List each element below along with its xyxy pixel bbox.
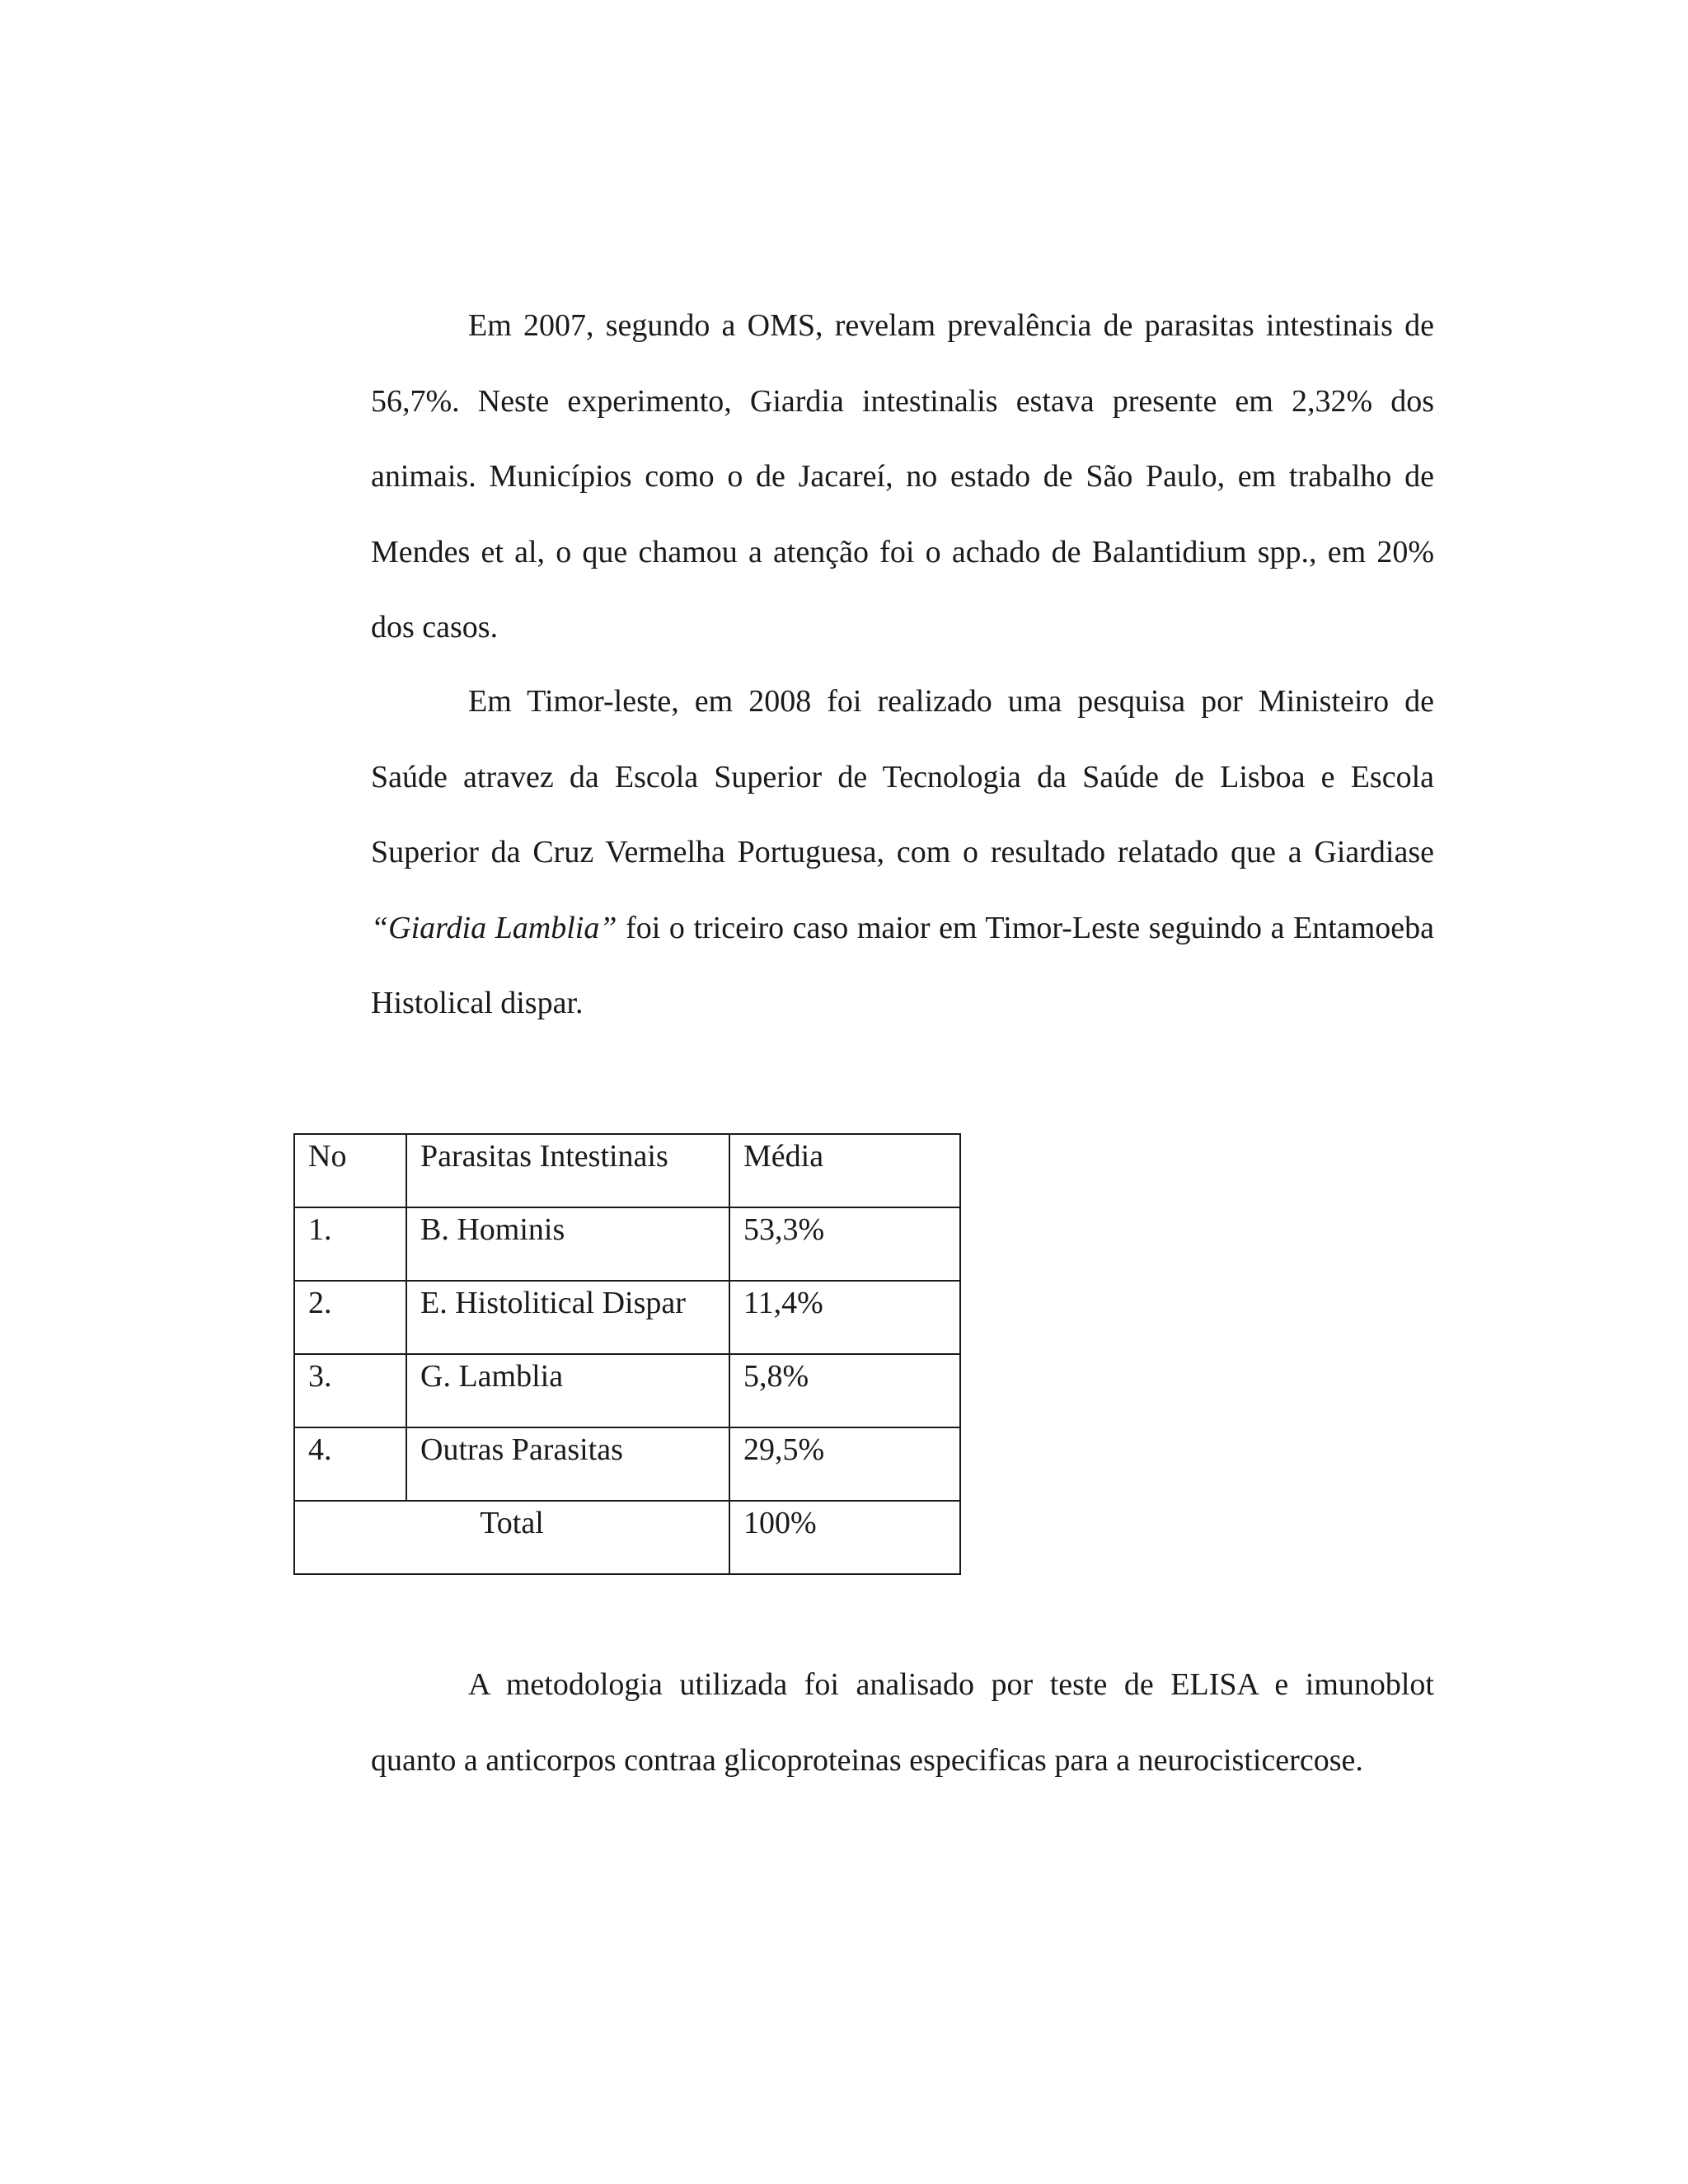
cell-no: 3.	[294, 1354, 406, 1427]
cell-parasite: E. Histolitical Dispar	[406, 1281, 729, 1354]
paragraph-line: dos casos.	[371, 610, 499, 644]
paragraph-oms-2007	[371, 288, 1434, 666]
cell-media: 11,4%	[729, 1281, 960, 1354]
cell-no: 4.	[294, 1427, 406, 1501]
cell-total-label: Total	[294, 1501, 729, 1574]
italic-species-name: “Giardia Lamblia”	[371, 910, 617, 945]
cell-media: 29,5%	[729, 1427, 960, 1501]
table-row	[294, 1281, 960, 1354]
table-total-row	[294, 1501, 960, 1574]
paragraph-line: Superior da Cruz Vermelha Portuguesa, com o resultado relatado que a Giardiase	[371, 835, 1434, 869]
paragraph-line: Em 2007, segundo a OMS, revelam prevalência de parasitas intestinais de	[468, 308, 1434, 343]
paragraph-line: animais. Municípios como o de Jacareí, no estado de São Paulo, em trabalho de	[371, 459, 1434, 494]
cell-parasite: Outras Parasitas	[406, 1427, 729, 1501]
table-row	[294, 1354, 960, 1427]
header-cell-no: No	[294, 1134, 406, 1207]
table-row	[294, 1207, 960, 1281]
parasites-table	[293, 1133, 961, 1575]
header-cell-media: Média	[729, 1134, 960, 1207]
paragraph-line: quanto a anticorpos contraa glicoproteinas especificas para a neurocisticercose.	[371, 1742, 1363, 1778]
paragraph-line: A metodologia utilizada foi analisado por teste de ELISA e imunoblot	[468, 1667, 1434, 1702]
paragraph-line: Em Timor-leste, em 2008 foi realizado uma pesquisa por Ministeiro de	[468, 684, 1434, 719]
table-header-row	[294, 1134, 960, 1207]
cell-media: 5,8%	[729, 1354, 960, 1427]
paragraph-timor-leste-2008	[371, 664, 1434, 1042]
cell-no: 1.	[294, 1207, 406, 1281]
cell-total-value: 100%	[729, 1501, 960, 1574]
cell-no: 2.	[294, 1281, 406, 1354]
paragraph-line: 56,7%. Neste experimento, Giardia intestinalis estava presente em 2,32% dos	[371, 383, 1434, 419]
table-row	[294, 1427, 960, 1501]
paragraph-line: Mendes et al, o que chamou a atenção foi o achado de Balantidium spp., em 20%	[371, 534, 1434, 569]
header-cell-parasitas: Parasitas Intestinais	[406, 1134, 729, 1207]
paragraph-line: Entamoeba Histolical dispar.	[371, 910, 1434, 1020]
cell-parasite: B. Hominis	[406, 1207, 729, 1281]
paragraph-metodologia	[371, 1647, 1434, 1798]
cell-parasite: G. Lamblia	[406, 1354, 729, 1427]
paragraph-line: Saúde atravez da Escola Superior de Tecnologia da Saúde de Lisboa e Escola	[371, 759, 1434, 794]
cell-media: 53,3%	[729, 1207, 960, 1281]
paragraph-line: foi o triceiro caso maior em Timor-Leste seguindo a	[617, 910, 1285, 945]
